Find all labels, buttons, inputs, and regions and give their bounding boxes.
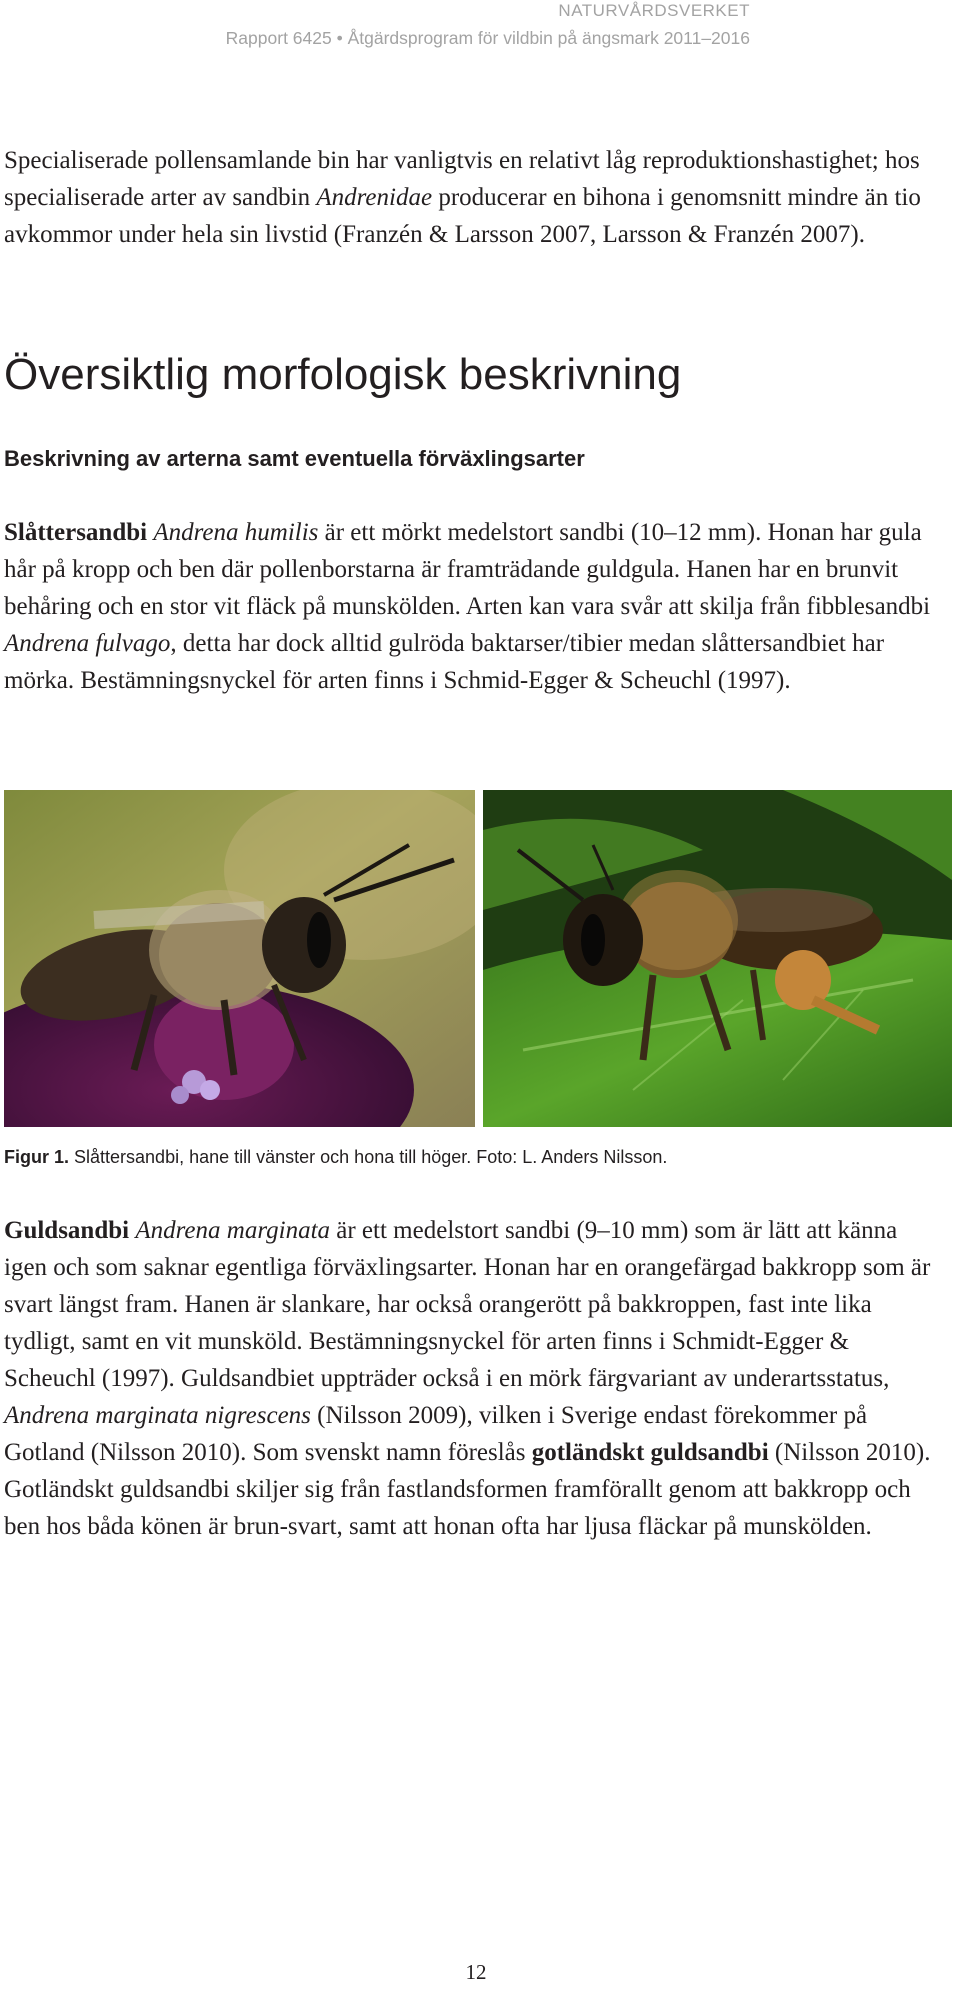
species-latin-name: Andrena humilis [153, 519, 319, 546]
species-description-end: , detta har dock alltid gulröda baktarser/tibier medan slåttersandbiet har mörka. Bestämningsnyckel för arten finns i Schmid-Egger & Scheuchl (1997). [4, 630, 885, 694]
bee-photo-female [483, 790, 952, 1127]
species-description-end: (Nilsson 2010). Gotländskt guldsandbi skiljer sig från fastlandsformen framförallt genom att bakkropp och ben hos båda könen är brun-svart, samt att honan ofta har ljusa fläckar på munskölden. [4, 1439, 931, 1540]
lookalike-latin-name: Andrena fulvago [4, 630, 171, 657]
section-subtitle: Beskrivning av arterna samt eventuella förväxlingsarter [4, 446, 585, 471]
bee-photo-male [4, 790, 475, 1127]
page-number: 12 [465, 1960, 487, 1984]
species-paragraph-marginata [4, 1212, 944, 1545]
figure-caption-text: Slåttersandbi, hane till vänster och hona till höger. Foto: L. Anders Nilsson. [69, 1147, 668, 1167]
species-description: är ett mörkt medelstort sandbi (10–12 mm). Honan har gula hår på kropp och ben där pollenborstarna är framträdande guldgula. Hanen har en brunvit behåring och en stor vit fläck på munskölden. Arten kan vara svår att skilja från fibblesandbi [4, 519, 931, 620]
species-common-name: Slåttersandbi [4, 519, 148, 546]
species-common-name: Guldsandbi [4, 1217, 130, 1244]
section-title: Översiktlig morfologisk beskrivning [4, 350, 682, 399]
proposed-common-name: gotländskt guldsandbi [531, 1439, 769, 1466]
intro-family-name: Andrenidae [316, 184, 433, 211]
intro-paragraph [4, 142, 944, 253]
species-latin-name: Andrena marginata [135, 1217, 331, 1244]
header-organization: NATURVÅRDSVERKET [558, 1, 750, 20]
subspecies-latin-name: Andrena marginata nigrescens [4, 1402, 311, 1429]
species-description-mid: (Nilsson 2009), vilken i Sverige endast förekommer på Gotland (Nilsson 2010). Som svenskt namn föreslås [4, 1402, 868, 1466]
intro-text: Specialiserade pollensamlande bin har vanligtvis en relativt låg reproduktionshastighet; hos specialiserade arter av sandbin [4, 147, 920, 211]
header-report-title: Rapport 6425 • Åtgärdsprogram för vildbin på ängsmark 2011–2016 [225, 28, 750, 48]
figure-label: Figur 1. [4, 1147, 70, 1167]
figure-caption [4, 1144, 667, 1170]
intro-text-end: producerar en bihona i genomsnitt mindre än tio avkommor under hela sin livstid (Franzén & Larsson 2007, Larsson & Franzén 2007). [4, 184, 921, 248]
species-description: är ett medelstort sandbi (9–10 mm) som är lätt att känna igen och som saknar egentliga förväxlingsarter. Honan har en orangefärgad bakkropp som är svart längst fram. Hanen är slankare, har också orangerött på bakkroppen, fast inte lika tydligt, samt en vit munsköld. Bestämningsnyckel för arten finns i Schmidt-Egger & Scheuchl (1997). Guldsandbiet uppträder också i en mörk färgvariant av underartsstatus, [4, 1217, 931, 1392]
running-header [226, 0, 750, 49]
species-paragraph-humilis [4, 514, 944, 699]
